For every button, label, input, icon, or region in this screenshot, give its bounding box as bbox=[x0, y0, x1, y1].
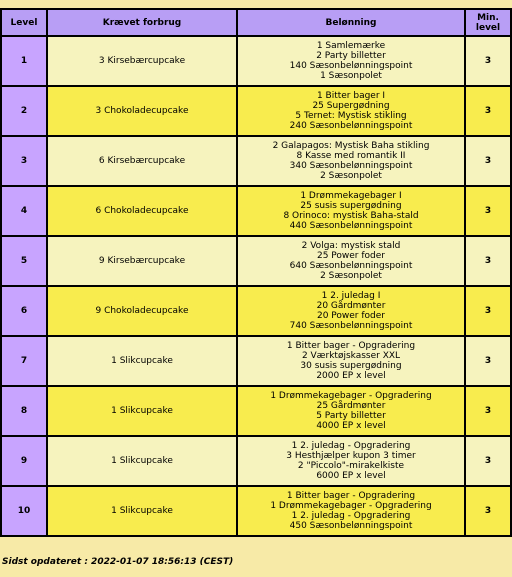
min-level-cell: 3 bbox=[465, 386, 511, 436]
reward-item: 8 Kasse med romantik II bbox=[296, 151, 406, 161]
reward-cell bbox=[237, 86, 465, 136]
min-level-cell: 3 bbox=[465, 336, 511, 386]
consumption-cell: 1 Slikcupcake bbox=[47, 486, 237, 536]
table-row bbox=[1, 36, 511, 86]
reward-item: 2 "Piccolo"-mirakelkiste bbox=[297, 461, 405, 471]
level-cell: 1 bbox=[1, 36, 47, 86]
reward-item: 4000 EP x level bbox=[316, 421, 386, 431]
consumption-cell: 3 Chokoladecupcake bbox=[47, 86, 237, 136]
levels-table bbox=[0, 8, 512, 537]
consumption-cell: 1 Slikcupcake bbox=[47, 386, 237, 436]
table-row bbox=[1, 136, 511, 186]
reward-item: 1 2. juledag - Opgradering bbox=[291, 511, 411, 521]
min-level-cell: 3 bbox=[465, 436, 511, 486]
table-row bbox=[1, 386, 511, 436]
reward-cell bbox=[237, 336, 465, 386]
level-cell: 2 bbox=[1, 86, 47, 136]
table-row bbox=[1, 286, 511, 336]
reward-item: 3 Hesthjælper kupon 3 timer bbox=[286, 451, 416, 461]
min-level-cell: 3 bbox=[465, 236, 511, 286]
reward-item: 6000 EP x level bbox=[316, 471, 386, 481]
reward-item: 140 Sæsonbelønningspoint bbox=[289, 61, 413, 71]
header-level: Level bbox=[1, 9, 47, 36]
table-row bbox=[1, 336, 511, 386]
reward-cell bbox=[237, 136, 465, 186]
min-level-cell: 3 bbox=[465, 486, 511, 536]
reward-item: 20 Gårdmønter bbox=[316, 301, 386, 311]
consumption-cell: 1 Slikcupcake bbox=[47, 436, 237, 486]
level-cell: 7 bbox=[1, 336, 47, 386]
reward-item: 2 Sæsonpolet bbox=[320, 271, 382, 281]
reward-item: 5 Ternet: Mystisk stikling bbox=[295, 111, 407, 121]
reward-cell bbox=[237, 236, 465, 286]
reward-item: 1 Drømmekagebager - Opgradering bbox=[270, 501, 432, 511]
reward-item: 1 Bitter bager I bbox=[316, 91, 386, 101]
level-cell: 5 bbox=[1, 236, 47, 286]
level-cell: 10 bbox=[1, 486, 47, 536]
reward-item: 20 Power foder bbox=[316, 311, 385, 321]
min-level-cell: 3 bbox=[465, 86, 511, 136]
reward-item: 25 Power foder bbox=[316, 251, 385, 261]
consumption-cell: 3 Kirsebærcupcake bbox=[47, 36, 237, 86]
reward-cell bbox=[237, 286, 465, 336]
reward-item: 25 susis supergødning bbox=[300, 201, 402, 211]
header-min-level: Min. level bbox=[465, 9, 511, 36]
reward-item: 1 Bitter bager - Opgradering bbox=[286, 341, 416, 351]
table-row bbox=[1, 436, 511, 486]
table-header-row bbox=[1, 9, 511, 36]
consumption-cell: 9 Chokoladecupcake bbox=[47, 286, 237, 336]
reward-item: 2 Galapagos: Mystisk Baha stikling bbox=[272, 141, 430, 151]
reward-cell bbox=[237, 186, 465, 236]
reward-cell bbox=[237, 486, 465, 536]
reward-item: 640 Sæsonbelønningspoint bbox=[289, 261, 413, 271]
table-row bbox=[1, 236, 511, 286]
reward-item: 240 Sæsonbelønningspoint bbox=[289, 121, 413, 131]
min-level-cell: 3 bbox=[465, 36, 511, 86]
reward-item: 340 Sæsonbelønningspoint bbox=[289, 161, 413, 171]
reward-item: 740 Sæsonbelønningspoint bbox=[289, 321, 413, 331]
reward-cell bbox=[237, 386, 465, 436]
consumption-cell: 6 Kirsebærcupcake bbox=[47, 136, 237, 186]
reward-item: 450 Sæsonbelønningspoint bbox=[289, 521, 413, 531]
reward-item: 8 Orinoco: mystisk Baha-stald bbox=[283, 211, 419, 221]
reward-item: 2 Party billetter bbox=[316, 51, 386, 61]
reward-item: 2 Sæsonpolet bbox=[320, 171, 382, 181]
reward-item: 1 Drømmekagebager I bbox=[300, 191, 402, 201]
reward-item: 25 Supergødning bbox=[312, 101, 390, 111]
header-consumption: Krævet forbrug bbox=[47, 9, 237, 36]
reward-cell bbox=[237, 436, 465, 486]
table-row bbox=[1, 86, 511, 136]
reward-cell bbox=[237, 36, 465, 86]
table-row bbox=[1, 186, 511, 236]
reward-item: 25 Gårdmønter bbox=[316, 401, 386, 411]
reward-item: 5 Party billetter bbox=[316, 411, 386, 421]
consumption-cell: 6 Chokoladecupcake bbox=[47, 186, 237, 236]
level-cell: 9 bbox=[1, 436, 47, 486]
reward-item: 2 Værktøjskasser XXL bbox=[301, 351, 401, 361]
level-cell: 3 bbox=[1, 136, 47, 186]
table-row bbox=[1, 486, 511, 536]
reward-item: 1 Drømmekagebager - Opgradering bbox=[270, 391, 432, 401]
min-level-cell: 3 bbox=[465, 286, 511, 336]
reward-item: 1 2. juledag I bbox=[321, 291, 381, 301]
table-body bbox=[1, 36, 511, 536]
reward-item: 1 Sæsonpolet bbox=[320, 71, 382, 81]
reward-item: 2 Volga: mystisk stald bbox=[301, 241, 401, 251]
reward-item: 1 2. juledag - Opgradering bbox=[291, 441, 411, 451]
reward-item: 2000 EP x level bbox=[316, 371, 386, 381]
last-updated: Sidst opdateret : 2022-01-07 18:56:13 (CEST) bbox=[2, 557, 234, 567]
consumption-cell: 9 Kirsebærcupcake bbox=[47, 236, 237, 286]
min-level-cell: 3 bbox=[465, 186, 511, 236]
reward-item: 440 Sæsonbelønningspoint bbox=[289, 221, 413, 231]
level-cell: 6 bbox=[1, 286, 47, 336]
header-reward: Belønning bbox=[237, 9, 465, 36]
level-cell: 8 bbox=[1, 386, 47, 436]
consumption-cell: 1 Slikcupcake bbox=[47, 336, 237, 386]
reward-item: 1 Samlemærke bbox=[316, 41, 386, 51]
reward-item: 30 susis supergødning bbox=[300, 361, 402, 371]
level-cell: 4 bbox=[1, 186, 47, 236]
reward-item: 1 Bitter bager - Opgradering bbox=[286, 491, 416, 501]
min-level-cell: 3 bbox=[465, 136, 511, 186]
